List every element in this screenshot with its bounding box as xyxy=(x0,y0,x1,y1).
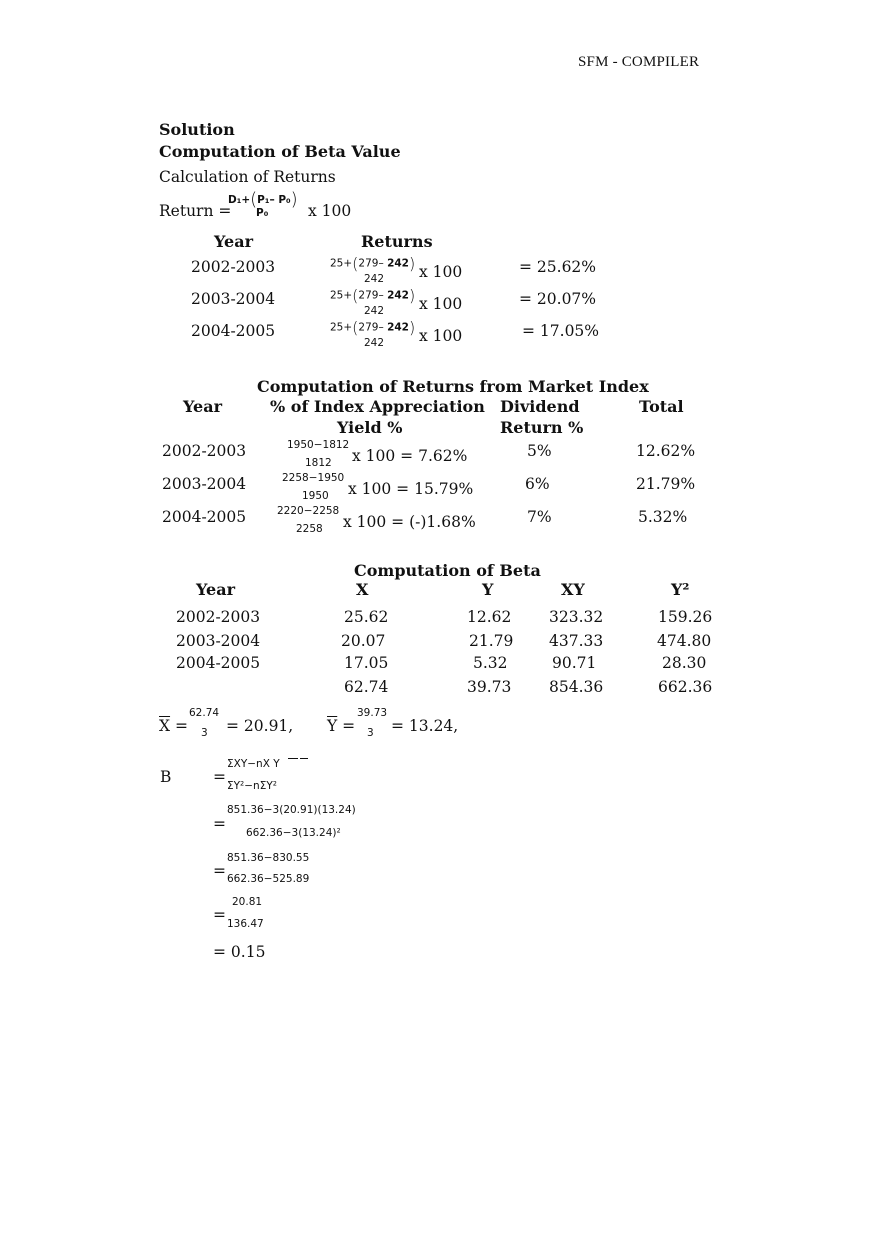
beta-y2: 159.26 xyxy=(658,608,713,626)
market-col-appreciation: % of Index Appreciation xyxy=(270,397,485,416)
beta-year: 2002-2003 xyxy=(176,608,261,626)
returns-expr: 25+(279– 242) xyxy=(330,254,416,273)
market-dividend: 6% xyxy=(525,475,550,493)
solution-heading: Solution xyxy=(159,120,235,139)
beta-table-title: Computation of Beta xyxy=(354,561,541,580)
beta-year: 2003-2004 xyxy=(176,632,261,650)
returns-year: 2003-2004 xyxy=(191,290,276,308)
market-col-return: Return % xyxy=(500,418,584,437)
beta-step1-eq: = xyxy=(213,768,226,786)
market-den: 1950 xyxy=(302,490,329,502)
ybar-result: = 13.24, xyxy=(391,717,459,735)
returns-den: 242 xyxy=(364,273,385,285)
returns-tail: x 100 xyxy=(419,263,463,281)
market-num: 1950−1812 xyxy=(287,439,350,451)
beta-x: 17.05 xyxy=(344,654,389,672)
market-calc: x 100 = 15.79% xyxy=(348,480,474,498)
calc-returns-label: Calculation of Returns xyxy=(159,168,336,186)
return-formula-lhs: Return = xyxy=(159,202,232,220)
beta-y: 5.32 xyxy=(473,654,508,672)
returns-year: 2004-2005 xyxy=(191,322,276,340)
ybar-symbol: $\overline{Y}$ = xyxy=(327,717,356,735)
returns-result: = 17.05% xyxy=(522,322,600,340)
beta-total-y2: 662.36 xyxy=(658,678,713,696)
returns-tail: x 100 xyxy=(419,327,463,345)
returns-col-returns: Returns xyxy=(361,232,433,251)
beta-step2-den: 662.36−3(13.24)² xyxy=(246,827,341,839)
market-num: 2220−2258 xyxy=(277,505,340,517)
xbar-den: 3 xyxy=(201,727,208,739)
beta-col-xy: XY xyxy=(561,580,585,599)
returns-col-year: Year xyxy=(214,232,254,251)
market-year: 2004-2005 xyxy=(162,508,247,526)
beta-step4-num: 20.81 xyxy=(232,896,263,908)
returns-den: 242 xyxy=(364,337,385,349)
beta-col-x: X xyxy=(356,580,369,599)
market-table-title: Computation of Returns from Market Index xyxy=(257,377,649,396)
market-total: 12.62% xyxy=(636,442,696,460)
beta-step2-eq: = xyxy=(213,815,226,833)
ybar-num: 39.73 xyxy=(357,707,388,719)
returns-expr: 25+(279– 242) xyxy=(330,318,416,337)
beta-col-year: Year xyxy=(196,580,236,599)
beta-step3-eq: = xyxy=(213,862,226,880)
xbar-num: 62.74 xyxy=(189,707,220,719)
beta-step3-num: 851.36−830.55 xyxy=(227,852,310,864)
beta-step2-num: 851.36−3(20.91)(13.24) xyxy=(227,804,356,816)
beta-step4-den: 136.47 xyxy=(227,918,264,930)
beta-y: 21.79 xyxy=(469,632,514,650)
market-den: 2258 xyxy=(296,523,323,535)
ybar-overline xyxy=(300,758,308,759)
beta-col-y: Y xyxy=(482,580,494,599)
market-total: 5.32% xyxy=(638,508,688,526)
returns-year: 2002-2003 xyxy=(191,258,276,276)
returns-result: = 20.07% xyxy=(519,290,597,308)
beta-value-heading: Computation of Beta Value xyxy=(159,142,401,161)
market-num: 2258−1950 xyxy=(282,472,345,484)
market-col-yield: Yield % xyxy=(337,418,403,437)
beta-total-x: 62.74 xyxy=(344,678,389,696)
market-dividend: 5% xyxy=(527,442,552,460)
beta-label: B xyxy=(160,768,172,786)
market-col-year: Year xyxy=(183,397,223,416)
returns-expr: 25+(279– 242) xyxy=(330,286,416,305)
formula-p1p0: P₁– P₀ xyxy=(257,194,291,206)
ybar-den: 3 xyxy=(367,727,374,739)
beta-step1-den: ΣY²−nΣY² xyxy=(227,780,277,792)
return-formula-tail: x 100 xyxy=(308,202,352,220)
beta-total-xy: 854.36 xyxy=(549,678,604,696)
market-dividend: 7% xyxy=(527,508,552,526)
market-calc: x 100 = (-)1.68% xyxy=(343,513,476,531)
page-header: SFM - COMPILER xyxy=(578,54,700,70)
xbar-result: = 20.91, xyxy=(226,717,294,735)
formula-d1: D₁+ xyxy=(228,194,251,206)
returns-result: = 25.62% xyxy=(519,258,597,276)
formula-p0: P₀ xyxy=(256,207,269,219)
beta-xy: 323.32 xyxy=(549,608,604,626)
beta-x: 25.62 xyxy=(344,608,389,626)
beta-y2: 28.30 xyxy=(662,654,707,672)
return-formula-fraction: D₁+(P₁– P₀) P₀ xyxy=(228,189,298,219)
market-total: 21.79% xyxy=(636,475,696,493)
beta-step3-den: 662.36−525.89 xyxy=(227,873,310,885)
beta-year: 2004-2005 xyxy=(176,654,261,672)
returns-den: 242 xyxy=(364,305,385,317)
beta-x: 20.07 xyxy=(341,632,386,650)
returns-tail: x 100 xyxy=(419,295,463,313)
market-year: 2002-2003 xyxy=(162,442,247,460)
beta-total-y: 39.73 xyxy=(467,678,512,696)
beta-step1-num: ΣXY−nX Y xyxy=(227,758,280,770)
beta-step4-eq: = xyxy=(213,906,226,924)
market-year: 2003-2004 xyxy=(162,475,247,493)
beta-result: = 0.15 xyxy=(213,943,266,961)
xbar-overline xyxy=(288,758,298,759)
beta-y2: 474.80 xyxy=(657,632,712,650)
beta-col-y2: Y² xyxy=(671,580,690,599)
beta-xy: 90.71 xyxy=(552,654,597,672)
market-col-total: Total xyxy=(639,397,684,416)
beta-xy: 437.33 xyxy=(549,632,604,650)
beta-y: 12.62 xyxy=(467,608,512,626)
xbar-symbol: $\overline{X}$ = xyxy=(159,717,188,735)
market-calc: x 100 = 7.62% xyxy=(352,447,468,465)
market-col-dividend: Dividend xyxy=(500,397,580,416)
market-den: 1812 xyxy=(305,457,332,469)
